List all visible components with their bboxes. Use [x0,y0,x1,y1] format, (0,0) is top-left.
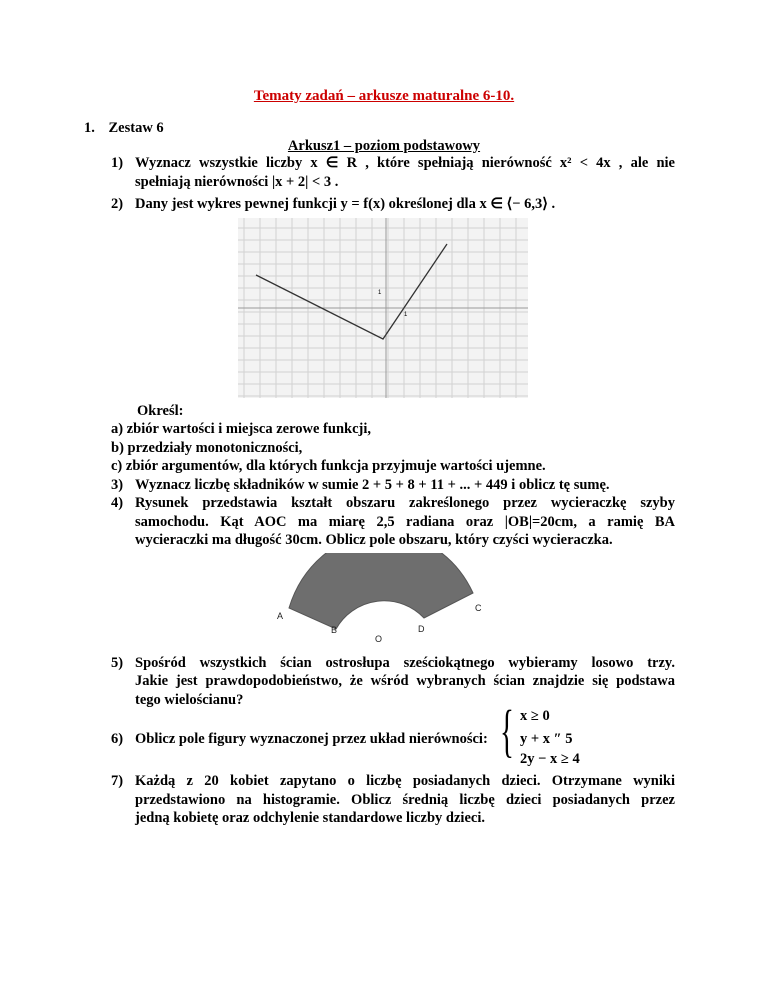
graph-label-y: 1 [378,290,382,296]
system-line-1: x ≥ 0 [520,708,550,724]
task-5-line-3: tego wielościanu? [135,692,244,708]
task-3-line-1: Wyznacz liczbę składników w sumie 2 + 5 + 8 + 11 + ... + 449 i oblicz tę sumę. [135,477,610,493]
okresl-c: c) zbiór argumentów, dla których funkcja przyjmuje wartości ujemne. [111,458,546,474]
system-line-2: y + x ″ 5 [520,731,573,747]
task-7-line-1: Każdą z 20 kobiet zapytano o liczbę posiadanych dzieci. Otrzymane wyniki [135,773,675,789]
task-1-number: 1) [111,155,124,171]
graph-label-x: 1 [404,312,408,318]
task-6-line-1: Oblicz pole figury wyznaczonej przez układ nierówności: [135,731,488,747]
task-1-line-1: Wyznacz wszystkie liczby x ∈ R , które spełniają nierówność x² < 4x , ale nie [135,155,675,171]
task-2-number: 2) [111,196,124,212]
sector-label-c: C [475,603,482,613]
task-4-line-1: Rysunek przedstawia kształt obszaru zakreślonego przez wycieraczkę szyby [135,495,675,511]
task-4-number: 4) [111,495,124,511]
wiper-sector-figure [276,553,496,645]
task-6-number: 6) [111,731,124,747]
task-5-line-1: Spośród wszystkich ścian ostrosłupa sześciokątnego wybieramy losowo trzy. [135,655,675,671]
task-5-number: 5) [111,655,124,671]
task-7-number: 7) [111,773,124,789]
sector-label-d: D [418,624,425,634]
sector-label-o: O [375,634,383,644]
task-4-line-3: wycieraczki ma długość 30cm. Oblicz pole obszaru, który czyści wycieraczka. [135,532,613,548]
task-4-line-2: samochodu. Kąt AOC ma miarę 2,5 radiana oraz |OB|=20cm, a ramię BA [135,514,675,530]
task-2-line-1: Dany jest wykres pewnej funkcji y = f(x) określonej dla x ∈ ⟨− 6,3⟩ . [135,196,556,212]
system-brace: { [500,698,514,763]
sector-label-a: A [277,611,284,621]
section-label: Zestaw 6 [108,120,164,136]
task-3-number: 3) [111,477,124,493]
task-7-line-2: przedstawiono na histogramie. Oblicz średnią liczbę dzieci posiadanych przez [135,792,675,808]
task-1-line-2: spełniają nierówności |x + 2| < 3 . [135,174,339,190]
page-title: Tematy zadań – arkusze maturalne 6-10. [253,88,515,104]
function-graph [238,218,528,398]
arkusz-heading: Arkusz1 – poziom podstawowy [287,138,481,154]
task-7-line-3: jedną kobietę oraz odchylenie standardowe liczby dzieci. [135,810,485,826]
okresl-b: b) przedziały monotoniczności, [111,440,303,456]
task-5-line-2: Jakie jest prawdopodobieństwo, że wśród wybranych ścian znajdzie się podstawa [135,673,675,689]
sector-label-b: B [331,625,338,635]
section-heading [84,120,164,137]
system-line-3: 2y − x ≥ 4 [520,751,580,767]
okresl-a: a) zbiór wartości i miejsca zerowe funkcji, [111,421,371,437]
section-number: 1. [84,120,95,136]
okresl-heading: Określ: [137,403,184,419]
